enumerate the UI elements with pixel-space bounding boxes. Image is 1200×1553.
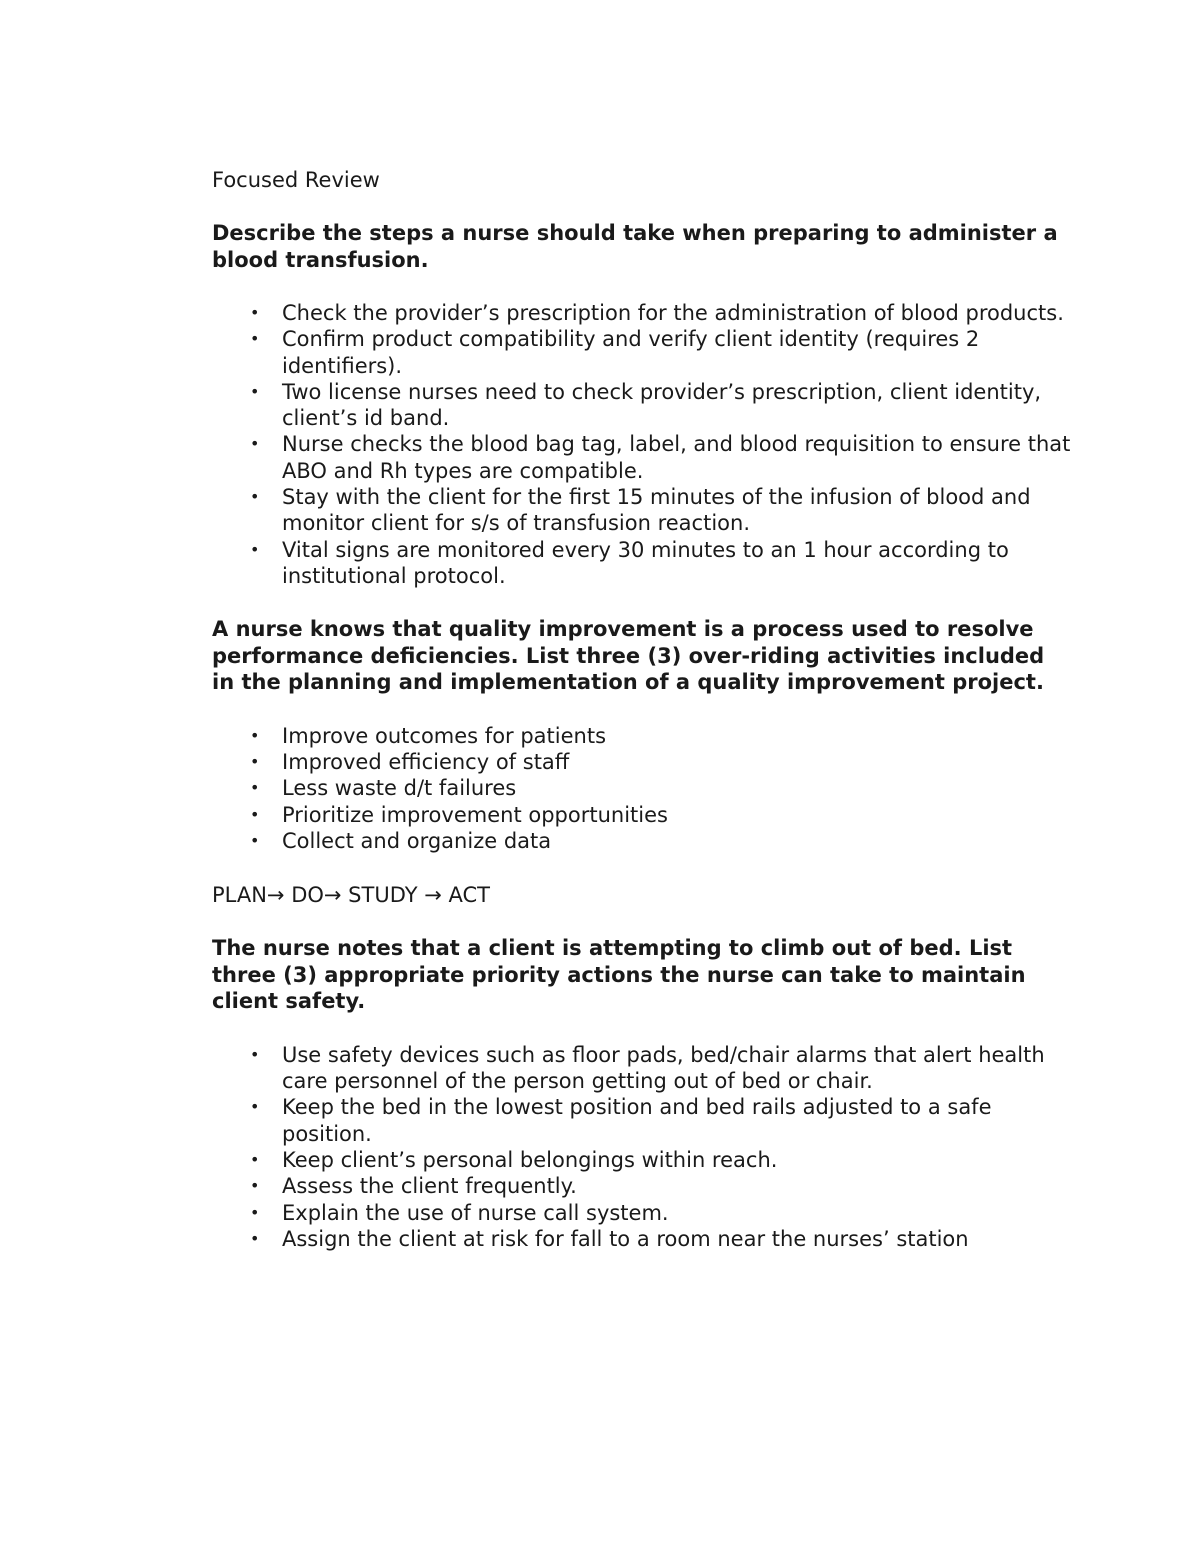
bullet-icon: • — [250, 1176, 260, 1196]
bullet-icon: • — [250, 1044, 260, 1064]
bullet-icon: • — [250, 381, 260, 401]
bullet-icon: • — [250, 725, 260, 745]
list-item — [212, 828, 1072, 854]
list-item-text: Assess the client frequently. — [282, 1174, 577, 1199]
bullet-icon: • — [250, 1202, 260, 1222]
question-quality-improvement: A nurse knows that quality improvement is a process used to resolve performance deficiencies. List three (3) over-riding activities included in the planning and implementation of a quality improvement project. — [212, 617, 1045, 695]
bullet-icon: • — [250, 1097, 260, 1117]
list-item — [212, 1226, 1072, 1252]
list-item-text: Vital signs are monitored every 30 minutes to an 1 hour according to institutional protocol. — [282, 537, 1009, 588]
list-item-text: Confirm product compatibility and verify client identity (requires 2 identifiers). — [282, 327, 980, 378]
bullet-icon: • — [250, 830, 260, 850]
answer-list-blood-transfusion — [212, 300, 1072, 589]
list-item-text: Collect and organize data — [282, 828, 552, 853]
list-item-text: Improved efficiency of staff — [282, 750, 570, 775]
list-item — [212, 775, 1072, 801]
bullet-icon: • — [250, 539, 260, 559]
list-item-text: Check the provider’s prescription for the administration of blood products. — [282, 301, 1064, 325]
list-item — [212, 802, 1072, 828]
bullet-icon: • — [250, 804, 260, 824]
bullet-icon: • — [250, 778, 260, 798]
document-title: Focused Review — [212, 168, 380, 192]
list-item — [212, 723, 1072, 749]
bullet-icon: • — [250, 1228, 260, 1248]
bullet-icon: • — [250, 434, 260, 454]
bullet-icon: • — [250, 752, 260, 772]
list-item — [212, 1042, 1072, 1095]
list-item — [212, 1173, 1072, 1199]
list-item-text: Prioritize improvement opportunities — [282, 802, 668, 827]
list-item — [212, 484, 1072, 537]
answer-list-client-safety — [212, 1042, 1072, 1252]
list-item — [212, 1094, 1072, 1147]
list-item-text: Less waste d/t failures — [282, 776, 517, 801]
list-item-text: Keep the bed in the lowest position and bed rails adjusted to a safe position. — [282, 1095, 992, 1146]
list-item-text: Improve outcomes for patients — [282, 723, 607, 748]
list-item — [212, 431, 1072, 484]
bullet-icon: • — [250, 303, 260, 322]
list-item — [212, 1200, 1072, 1226]
list-item-text: Explain the use of nurse call system. — [282, 1200, 669, 1225]
bullet-icon: • — [250, 487, 260, 507]
list-item — [212, 300, 1072, 326]
list-item-text: Two license nurses need to check provider’s prescription, client identity, client’s id band. — [282, 379, 1042, 431]
bullet-icon: • — [250, 329, 260, 349]
question-client-safety: The nurse notes that a client is attempting to climb out of bed. List three (3) appropriate priority actions the nurse can take to maintain client safety. — [212, 936, 1026, 1014]
list-item-text: Keep client’s personal belongings within reach. — [282, 1147, 778, 1172]
list-item — [212, 749, 1072, 775]
list-item — [212, 379, 1072, 432]
list-item — [212, 326, 1072, 379]
list-item — [212, 537, 1072, 590]
list-item — [212, 1147, 1072, 1173]
question-blood-transfusion: Describe the steps a nurse should take when preparing to administer a blood transfusion. — [212, 221, 1058, 272]
list-item-text: Stay with the client for the first 15 minutes of the infusion of blood and monitor client for s/s of transfusion reaction. — [282, 485, 1031, 536]
document-page — [212, 166, 1072, 1279]
bullet-icon: • — [250, 1149, 260, 1169]
pdsa-cycle-text: PLAN→ DO→ STUDY → ACT — [212, 883, 490, 908]
list-item-text: Use safety devices such as floor pads, bed/chair alarms that alert health care personnel of the person getting out of bed or chair. — [282, 1042, 1045, 1094]
list-item-text: Nurse checks the blood bag tag, label, and blood requisition to ensure that ABO and Rh types are compatible. — [282, 432, 1071, 483]
answer-list-quality-improvement — [212, 723, 1072, 854]
list-item-text: Assign the client at risk for fall to a room near the nurses’ station — [282, 1226, 969, 1251]
